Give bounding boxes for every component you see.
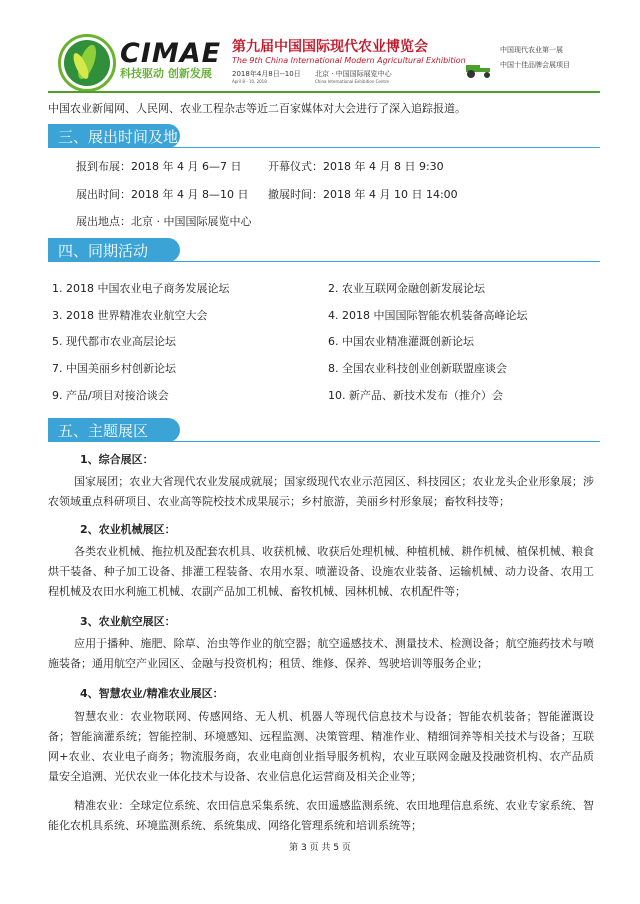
zone-body-general: 国家展团；农业大省现代农业发展成就展；国家级现代农业示范园区、科技园区；农业龙头企业形象展；涉农领域重点科研项目、农业高等院校技术成果展示；乡村旅游，美丽乡村形象展；畜牧科技等； [48,475,594,508]
section-divider [48,147,600,148]
event-item: 6. 中国农业精准灌溉创新论坛 [328,335,474,348]
zone-body-smart-agriculture: 智慧农业：农业物联网、传感网络、无人机、机器人等现代信息技术与设备；智能农机装备；智能灌溉设备；智能滴灌系统；智能控制、环境感知、远程监测、决策管理、精准作业、精细饲养等相关技术与设备；互联网+农业、农业电子商务；物流服务商，农业电商创业指导服务机构，农业互联网金融及投融资机构、农产品质量安全追溯、光伏农业一体化技术与设备、农业信息化运营商及相关企业等； [48,710,594,783]
section-title: 三、展出时间及地点 [58,128,194,146]
header-divider [48,91,600,93]
schedule-venue: 展出地点：北京 · 中国国际展览中心 [76,215,252,228]
zone-heading-smart-agriculture: 4、智慧农业/精准农业展区： [80,687,224,700]
schedule-setup: 报到布展：2018 年 4 月 6—7 日 [76,160,242,173]
event-item: 3. 2018 世界精准农业航空大会 [52,309,208,322]
zone-body-aviation: 应用于播种、施肥、除草、治虫等作业的航空器；航空遥感技术、测量技术、检测设备；航空施药技术与喷施装备；通用航空产业园区、金融与投资机构；租赁、维修、保养、驾驶培训等服务企业； [48,637,594,670]
event-item: 9. 产品/项目对接洽谈会 [52,389,169,402]
section-title: 五、主题展区 [58,422,149,440]
section-divider [48,261,600,262]
zone-body-precision-agriculture: 精准农业：全球定位系统、农田信息采集系统、农田遥感监测系统、农田地理信息系统、农业专家系统、智能化农机具系统、环境监测系统、系统集成、网络化管理系统和培训系统等； [48,799,594,832]
section-heading-3 [48,124,194,148]
expo-date: 2018年4月8日--10日 [232,70,301,78]
schedule-dismantle: 撤展时间：2018 年 4 月 10 日 14:00 [268,188,458,201]
zone-heading-machinery: 2、农业机械展区： [80,523,176,536]
zone-body-machinery: 各类农业机械、拖拉机及配套农机具、收获机械、收获后处理机械、种植机械、耕作机械、植保机械、粮食烘干装备、种子加工设备、排灌工程装备、农用水泵、喷灌设备、设施农业装备、运输机械、动力设备、农用工程机械及农田水利施工机械、农副产品加工机械、畜牧机械、园林机械、农机配件等； [48,545,594,598]
tractor-icon [462,62,496,78]
event-item: 1. 2018 中国农业电子商务发展论坛 [52,282,230,295]
page-header [0,0,640,96]
section-divider [48,441,600,442]
section-title: 四、同期活动 [58,242,149,260]
page-number: 第 3 页 共 5 页 [289,843,351,853]
event-item: 7. 中国美丽乡村创新论坛 [52,362,176,375]
expo-title-english: The 9th China International Modern Agricultural Exhibition [232,56,466,65]
event-item: 2. 农业互联网金融创新发展论坛 [328,282,485,295]
schedule-exhibition: 展出时间：2018 年 4 月 8—10 日 [76,188,249,201]
event-item: 4. 2018 中国国际智能农机装备高峰论坛 [328,309,528,322]
logo-wordmark: CIMAE [120,38,222,69]
event-item: 8. 全国农业科技创业创新联盟座谈会 [328,362,507,375]
logo-slogan: 科技驱动 创新发展 [120,67,212,80]
expo-date-english: April 8 - 10, 2018 [232,79,267,84]
zone-heading-general: 1、综合展区： [80,453,154,466]
event-item: 10. 新产品、新技术发布（推介）会 [328,389,503,402]
section-heading-4 [48,238,180,262]
section-heading-5 [48,418,180,442]
event-item: 5. 现代都市农业高层论坛 [52,335,176,348]
expo-venue: 北京 · 中国国际展览中心 [315,70,392,78]
header-tagline-2: 中国十佳品牌会展项目 [500,61,570,69]
expo-title: 第九届中国国际现代农业博览会 [232,39,428,55]
schedule-opening: 开幕仪式：2018 年 4 月 8 日 9:30 [268,160,444,173]
header-tagline-1: 中国现代农业第一展 [500,46,563,54]
expo-venue-english: China International Exhibition Centre [315,79,389,84]
intro-paragraph: 中国农业新闻网、人民网、农业工程杂志等近二百家媒体对大会进行了深入追踪报道。 [48,102,466,115]
zone-heading-aviation: 3、农业航空展区： [80,615,176,628]
